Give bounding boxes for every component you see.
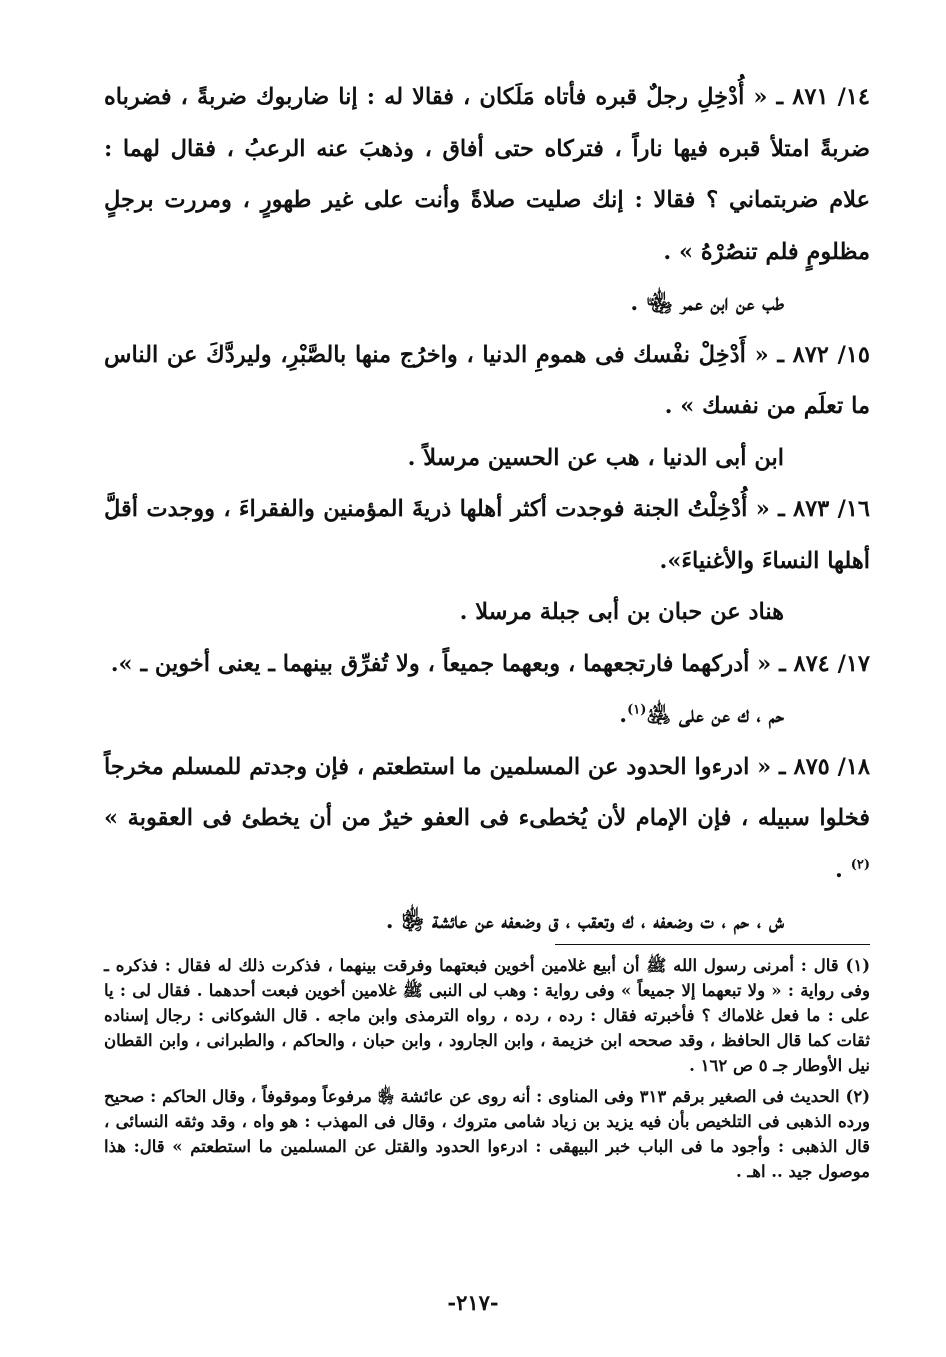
footnote-divider — [555, 944, 870, 945]
hadith-874: ١٧/ ٨٧٤ ـ « أدركهما فارتجعهما ، وبعهما جميعاً ، ولا تُفرِّق بينهما ـ يعنى أخوين ـ ». — [110, 650, 870, 677]
hadith-875 — [104, 742, 870, 897]
footnote-1: (١) قال : أمرنى رسول الله ﷺ أن أبيع غلامين أخوين فبعتهما وفرقت بينهما ، فذكرت ذلك له فقال : فذكره ـ وفى رواية : « ولا تبعهما إلا جميعاً » وفى رواية : وهب لى النبى ﷺ غلامين أخوين فبعت أحدهما . فقال لى : يا على : ما فعل غلاماك ؟ فأخبرته فقال : رده ، رده ، رواه الترمذى وابن ماجه . قال الشوكانى : رجال إسناده ثقات كما قال الحافظ ، وقد صححه ابن خزيمة ، وابن الجارود ، وابن حبان ، والحاكم ، والطبرانى ، وابن القطان نيل الأوطار جـ ٥ ص ١٦٢ . — [104, 956, 870, 1075]
source-874-end: . — [619, 702, 628, 728]
hadith-871: ١٤/ ٨٧١ ـ « أُدْخِلِ رجلٌ قبره فأتاه مَلَكان ، فقالا له : إنا ضاربوك ضربةً ، فضرباه ضربةً امتلأ قبره فيها ناراً ، فتركاه حتى أفاق ، وذهبَ عنه الرعبُ ، فقال لهما : علام ضربتماني ؟ فقالا : إنك صليت صلاةً وأنت على غير طهورٍ ، ومررت برجلٍ مظلومٍ فلم تنصُرْهُ » . — [104, 84, 870, 265]
hadith-875-end: . — [835, 856, 843, 883]
source-874-text: حم ، ك عن على ﵁ — [646, 702, 784, 728]
hadith-875-text: ١٨/ ٨٧٥ ـ « ادرءوا الحدود عن المسلمين ما استطعتم ، فإن وجدتم للمسلم مخرجاً فخلوا سبيله ، فإن الإمام لأن يُخطىء فى العفو خيرٌ من أن يخطئ فى العقوبة » — [104, 753, 870, 831]
source-871: طب عن ابن عمر ﵄ . — [630, 290, 784, 316]
hadith-872: ١٥/ ٨٧٢ ـ « أَدْخِلْ نفْسك فى همومِ الدنيا ، واخرُج منها بالصَّبْرِ، وليردَّكَ عن الناس ما تعلَم من نفسك » . — [104, 341, 870, 419]
source-874 — [104, 690, 784, 742]
footnote-ref-1[interactable]: (١) — [627, 702, 647, 718]
hadith-873: ١٦/ ٨٧٣ ـ « أُدْخِلْتُ الجنة فوجدت أكثر أهلها ذريةَ المؤمنين والفقراءَ ، ووجدت أقلَّ أهلها النساءَ والأغنياءَ». — [104, 496, 870, 574]
main-text — [104, 72, 870, 948]
footnote-ref-2[interactable]: (٢) — [850, 857, 870, 872]
footnote-2: (٢) الحديث فى الصغير برقم ٣١٣ وفى المناوى : أنه روى عن عائشة ﵂ مرفوعاً وموقوفاً ، وقال الحاكم : صحيح ورده الذهبى فى التلخيص بأن فيه يزيد بن زياد شامى متروك ، وقال فى المهذب : هو واه ، وقد وثقه النسائى ، قال الذهبى : وأجود ما فى الباب خبر البيهقى : ادرءوا الحدود والقتل عن المسلمين ما استطعتم » قال: هذا موصول جيد .. اهـ . — [104, 1087, 870, 1181]
source-875: ش ، حم ، ت وضعفه ، ك وتعقب ، ق وضعفه عن عائشة ﵂ . — [385, 908, 784, 934]
footnotes — [104, 953, 870, 1190]
source-872: ابن أبى الدنيا ، هب عن الحسين مرسلاً . — [407, 444, 784, 471]
source-873: هناد عن حبان بن أبى جبلة مرسلا . — [459, 599, 784, 625]
page-number: -٢١٧- — [447, 1290, 499, 1315]
